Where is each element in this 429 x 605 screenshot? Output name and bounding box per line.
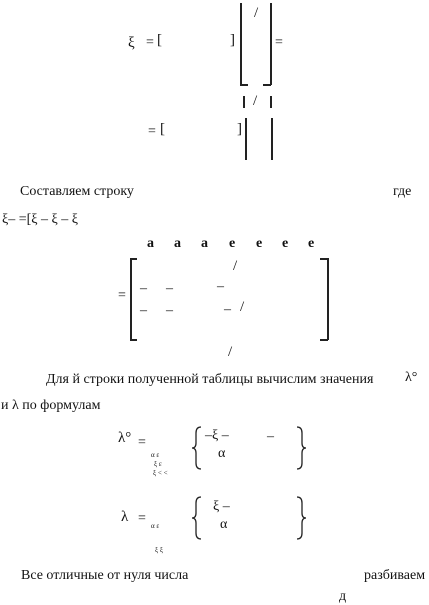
eq2-right-bracket: ] — [237, 121, 242, 137]
eq1-bottom-left-foot — [240, 84, 248, 86]
eq2-equals: = — [148, 124, 156, 139]
eq2-top-bar-right — [270, 96, 272, 108]
matrix-right-bracket — [327, 258, 329, 340]
eq2-top-bar-left — [243, 96, 245, 108]
matrix-cell: – — [224, 302, 231, 317]
formula2-numerator: ξ – — [213, 499, 230, 514]
matrix-cell: – — [166, 281, 173, 296]
header-cell: а — [174, 236, 181, 251]
matrix-slash: / — [240, 299, 245, 315]
eq1-xi: ξ — [128, 35, 135, 51]
eq2-slash: / — [253, 93, 258, 109]
row-definition: ξ– =[ξ – ξ – ξ — [2, 212, 79, 227]
formula1-lhs: λ° — [118, 430, 132, 446]
slash-below-matrix: / — [228, 344, 233, 360]
formula1-sub3: ξ < < — [153, 469, 168, 477]
para2-lambda-star: λ° — [405, 370, 418, 385]
formula2-sub: α ε — [151, 522, 160, 530]
formula2-lhs: λ — [121, 509, 129, 525]
formula2-left-brace — [190, 496, 204, 540]
eq1-trailing-equals: = — [275, 35, 283, 50]
matrix-cell: – — [140, 303, 147, 318]
formula1-sub2: ξ ε — [154, 460, 162, 468]
eq1-bottom-right-foot — [263, 84, 271, 86]
eq2-left-bracket: [ — [160, 121, 165, 137]
header-cell: е — [282, 236, 289, 251]
matrix-left-bracket — [130, 258, 132, 340]
matrix-right-bottom-foot — [320, 339, 328, 341]
formula2-right-brace — [294, 496, 308, 540]
header-cell: е — [229, 236, 236, 251]
formula2-denominator: α — [220, 517, 228, 532]
matrix-cell: – — [166, 303, 173, 318]
formula2-sub2: ξ ξ — [155, 546, 163, 554]
formula1-equals: = — [138, 435, 146, 450]
formula1-dash: – — [267, 429, 274, 444]
matrix-left-bottom-foot — [130, 339, 137, 341]
para1-left-text: Составляем строку — [20, 184, 134, 199]
formula2-equals: = — [138, 511, 146, 526]
eq1-right-bar — [270, 3, 272, 85]
formula1-sub: α ε — [151, 451, 160, 459]
matrix-right-top-foot — [320, 258, 328, 260]
header-cell: а — [201, 236, 208, 251]
eq1-left-bracket: [ — [157, 32, 162, 48]
matrix-equals: = — [118, 288, 126, 303]
para3-left-text: Все отличные от нуля числа — [21, 568, 189, 583]
formula1-left-brace — [190, 426, 204, 470]
para2-line2: и λ по формулам — [1, 398, 101, 413]
matrix-slash-top: / — [233, 258, 238, 274]
eq1-right-bracket: ] — [230, 32, 235, 48]
para3-footer-char: д — [339, 589, 347, 604]
eq1-equals: = — [146, 35, 154, 50]
eq2-bar-left — [245, 118, 247, 160]
matrix-cell: – — [140, 281, 147, 296]
para1-right-text: где — [393, 184, 412, 199]
eq1-slash: / — [254, 5, 259, 21]
para2-line1: Для й строки полученной таблицы вычислим значения — [46, 372, 374, 387]
formula1-denominator: α — [218, 446, 226, 461]
matrix-left-top-foot — [130, 258, 137, 260]
eq1-left-bar — [240, 3, 242, 85]
matrix-cell: – — [217, 279, 224, 294]
header-cell: а — [147, 236, 154, 251]
para3-right-text: разбиваем — [364, 568, 426, 583]
header-cell: е — [256, 236, 263, 251]
header-cell: е — [308, 236, 315, 251]
eq2-bar-right — [271, 118, 273, 160]
formula1-right-brace — [294, 426, 308, 470]
formula1-numerator: –ξ – — [205, 428, 229, 443]
